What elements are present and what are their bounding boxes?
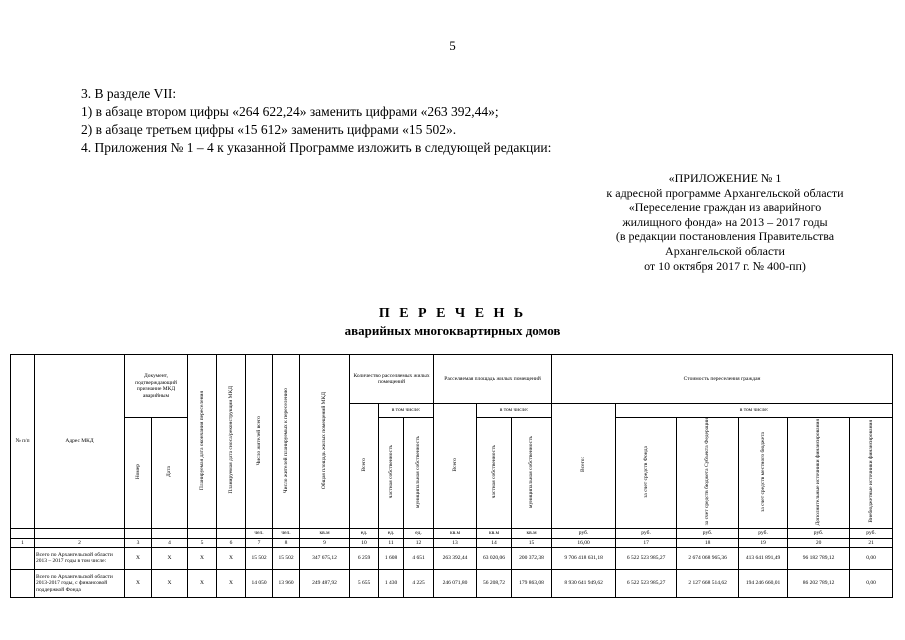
table-cell: 21 (850, 538, 893, 547)
appendix-line: «ПРИЛОЖЕНИЕ № 1 (668, 171, 782, 185)
header-cost-local: за счет средств местного бюджета (739, 418, 788, 529)
table-cell (152, 528, 188, 538)
table-cell: чел. (246, 528, 273, 538)
table-cell: 5 655 (350, 569, 379, 597)
header-total-area: Общая площадь жилых помещений МКД (300, 355, 350, 529)
header-doc-date: Дата (152, 418, 188, 529)
units-row (11, 528, 893, 538)
table-cell: 17 (616, 538, 677, 547)
table-cell: 194 246 660,01 (739, 569, 788, 597)
table-cell: ед. (350, 528, 379, 538)
table-cell: 413 641 891,49 (739, 547, 788, 569)
header-qty-total: Всего (350, 404, 379, 529)
table-cell: 15 502 (246, 547, 273, 569)
paragraph-item-4: 4. Приложения № 1 – 4 к указанной Программе изложить в следующей редакции: (81, 140, 552, 155)
table-cell: 249 487,92 (300, 569, 350, 597)
header-num: № п/п (11, 355, 35, 529)
table-cell: 4 (152, 538, 188, 547)
table-cell: 1 (11, 538, 35, 547)
page-number: 5 (449, 38, 456, 53)
table-cell: 13 (434, 538, 477, 547)
appendix-line: жилищного фонда» на 2013 – 2017 годы (622, 214, 828, 229)
table-cell (125, 528, 152, 538)
header-cost-incl: в том числе: (616, 404, 893, 418)
table-cell: 13 960 (273, 569, 300, 597)
table-cell: 1 608 (379, 547, 404, 569)
column-numbers-row (11, 538, 893, 547)
table-cell: 8 (273, 538, 300, 547)
header-cost-fund: за счет средств Фонда (616, 418, 677, 529)
table-cell: 20 (788, 538, 850, 547)
header-doc-number: Номер (125, 418, 152, 529)
table-cell: X (217, 569, 246, 597)
table-cell: 19 (739, 538, 788, 547)
table-cell: чел. (273, 528, 300, 538)
table-cell: 347 675,12 (300, 547, 350, 569)
table-cell: 9 (300, 538, 350, 547)
table-cell: Всего по Архангельской области 2013 – 2017 годы в том числе: (35, 547, 125, 569)
table-cell: кв.м (434, 528, 477, 538)
header-planned-relocation: Планируемая дата окончания переселения (188, 355, 217, 529)
header-cost-regional: за счет средств бюджета Субъекта Федерации (677, 418, 739, 529)
table-cell: руб. (552, 528, 616, 538)
document-subtitle: аварийных многоквартирных домов (344, 323, 561, 338)
table-cell: 5 (188, 538, 217, 547)
table-cell: 15 (512, 538, 552, 547)
table-row (11, 569, 893, 597)
header-area-municipal: муниципальная собственность (512, 418, 552, 529)
table-cell: X (188, 547, 217, 569)
table-cell: 3 (125, 538, 152, 547)
table-cell: 18 (677, 538, 739, 547)
table-cell: Всего по Архангельской области 2013-2017 годы, с финансовой поддержкой Фонда (35, 569, 125, 597)
table-cell: 4 225 (404, 569, 434, 597)
header-area-total: Всего (434, 404, 477, 529)
table-cell: 200 372,38 (512, 547, 552, 569)
header-area-private: частная собственность (477, 418, 512, 529)
header-qty-private: частная собственность (379, 418, 404, 529)
table-cell: 10 (350, 538, 379, 547)
paragraph-item-1: 1) в абзаце втором цифры «264 622,24» заменить цифрами «263 392,44»; (81, 104, 499, 119)
table-cell: 6 259 (350, 547, 379, 569)
header-cost-additional: Дополнительные источники финансирования (788, 418, 850, 529)
table-cell: руб. (788, 528, 850, 538)
table-cell: руб. (850, 528, 893, 538)
appendix-heading (560, 171, 890, 273)
appendix-line: Архангельской области (665, 243, 785, 258)
table-cell: руб. (616, 528, 677, 538)
table-cell: 56 208,72 (477, 569, 512, 597)
table-cell: руб. (677, 528, 739, 538)
table-cell: 8 930 641 949,62 (552, 569, 616, 597)
table-cell: X (125, 547, 152, 569)
header-cost-group: Стоимость переселения граждан (552, 355, 893, 404)
table-cell: 0,00 (850, 569, 893, 597)
table-cell: 6 (217, 538, 246, 547)
table-cell: кв.м (477, 528, 512, 538)
header-qty-incl: в том числе: (379, 404, 434, 418)
table-cell: 63 020,06 (477, 547, 512, 569)
paragraph-section-7: 3. В разделе VII: (81, 86, 177, 101)
header-address: Адрес МКД (35, 355, 125, 529)
table-cell: 2 (35, 538, 125, 547)
table-cell: ед. (379, 528, 404, 538)
table-cell: 14 (477, 538, 512, 547)
table-cell: 16,00 (552, 538, 616, 547)
table-cell: ед. (404, 528, 434, 538)
table-cell (188, 528, 217, 538)
header-area-incl: в том числе: (477, 404, 552, 418)
table-cell: 0,00 (850, 547, 893, 569)
paragraph-item-2: 2) в абзаце третьем цифры «15 612» заменить цифрами «15 502». (81, 122, 457, 137)
header-residents-planned: Число жителей планируемых к переселению (273, 355, 300, 529)
table-cell (11, 547, 35, 569)
table-cell: 179 863,08 (512, 569, 552, 597)
document-title: П Е Р Е Ч Е Н Ь (378, 306, 527, 321)
table-cell: 1 430 (379, 569, 404, 597)
table-cell: 86 202 789,12 (788, 569, 850, 597)
table-cell: руб. (739, 528, 788, 538)
table-cell: 15 502 (273, 547, 300, 569)
table-cell (217, 528, 246, 538)
header-residents: Число жителей всего (246, 355, 273, 529)
table-cell: 246 071,80 (434, 569, 477, 597)
table-cell: 9 706 418 631,18 (552, 547, 616, 569)
table-cell: X (188, 569, 217, 597)
table-cell: кв.м (300, 528, 350, 538)
table-cell: 263 392,44 (434, 547, 477, 569)
appendix-line: от 10 октября 2017 г. № 400-пп) (644, 258, 806, 273)
header-document: Документ, подтверждающий признание МКД аварийным (125, 355, 188, 418)
table-cell: 6 522 523 985,27 (616, 547, 677, 569)
table-cell: X (217, 547, 246, 569)
header-cost-extrabudget: Внебюджетные источники финансирования (850, 418, 893, 529)
appendix-line: (в редакции постановления Правительства (615, 229, 835, 244)
buildings-table (10, 354, 893, 598)
header-qty-municipal: муниципальная собственность (404, 418, 434, 529)
table-cell: 14 050 (246, 569, 273, 597)
table-cell: X (152, 547, 188, 569)
table-cell (11, 569, 35, 597)
table-cell: X (125, 569, 152, 597)
table-cell: 2 127 668 514,62 (677, 569, 739, 597)
table-cell: кв.м (512, 528, 552, 538)
header-planned-demolition: Планируемая дата сноса/реконструкции МКД (217, 355, 246, 529)
table-cell: X (152, 569, 188, 597)
table-cell: 96 182 789,12 (788, 547, 850, 569)
table-row (11, 547, 893, 569)
header-qty-group: Количество расселяемых жилых помещений (350, 355, 434, 404)
header-area-group: Расселяемая площадь жилых помещений (434, 355, 552, 404)
table-cell: 4 651 (404, 547, 434, 569)
table-cell: 11 (379, 538, 404, 547)
table-cell (11, 528, 35, 538)
table-cell: 7 (246, 538, 273, 547)
header-cost-total: Всего: (552, 404, 616, 529)
appendix-line: к адресной программе Архангельской области (606, 185, 844, 200)
table-cell: 12 (404, 538, 434, 547)
table-cell (35, 528, 125, 538)
appendix-line: «Переселение граждан из аварийного (628, 200, 822, 215)
table-cell: 6 522 523 985,27 (616, 569, 677, 597)
table-cell: 2 674 068 965,36 (677, 547, 739, 569)
